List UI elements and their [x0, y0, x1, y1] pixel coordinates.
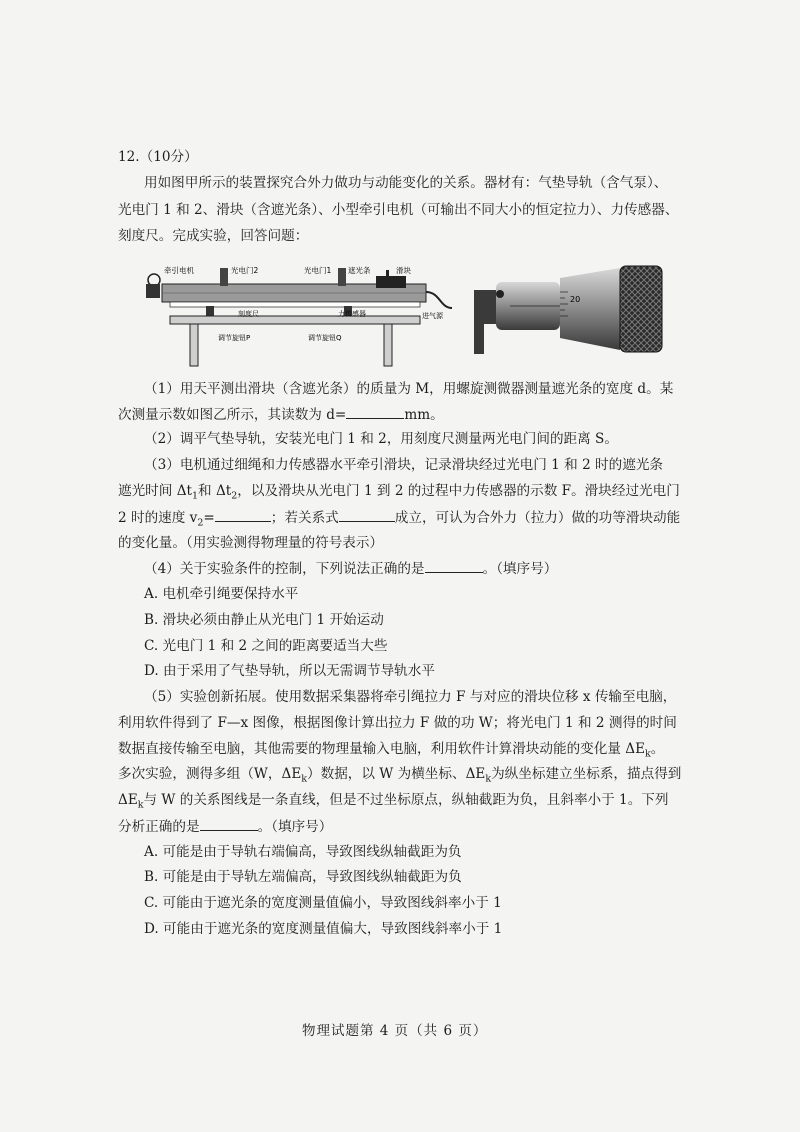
part5-option-b: B. 可能是由于导轨左端偏高，导致图线纵轴截距为负: [144, 869, 462, 885]
micrometer-scale-20: 20: [570, 295, 581, 304]
label-ruler: 刻度尺: [238, 310, 259, 318]
intro-line-3: 刻度尺。完成实验，回答问题：: [118, 228, 309, 244]
label-gate1: 光电门1: [304, 266, 332, 275]
part1-line-2: 次测量示数如图乙所示，其读数为 d= mm。: [118, 404, 444, 425]
part3-line-1: （3）电机通过细绳和力传感器水平牵引滑块，记录滑块经过光电门 1 和 2 时的遮光条: [144, 457, 664, 473]
part5-option-d: D. 可能由于遮光条的宽度测量值偏大，导致图线斜率小于 1: [144, 921, 503, 937]
answer-blank-relation[interactable]: [339, 507, 395, 522]
label-knob-p: 调节旋钮P: [218, 334, 251, 342]
part1-line-1: （1）用天平测出滑块（含遮光条）的质量为 M，用螺旋测微器测量遮光条的宽度 d。某: [144, 381, 674, 397]
label-sensor: 力传感器: [338, 310, 366, 318]
part5-line-4: 多次实验，测得多组（W，$\Delta E_k$）数据，以 W 为横坐标、$\Delta E_k$为纵坐标建立坐标系，描点得到: [118, 766, 682, 785]
part5-line-2: 利用软件得到了 F—x 图像，根据图像计算出拉力 F 做的功 W；将光电门 1 和 2 测得的时间: [118, 715, 677, 731]
part4-option-b: B. 滑块必须由静止从光电门 1 开始运动: [144, 612, 384, 628]
label-shield: 遮光条: [348, 266, 371, 275]
slider-block: [376, 276, 406, 288]
part5-line-5: $\Delta E_k$与 W 的关系图线是一条直线，但是不过坐标原点，纵轴截距为负，且斜率小于 1。下列: [118, 792, 669, 811]
micrometer-photo-figure: [470, 262, 666, 358]
answer-blank-v2[interactable]: [215, 507, 271, 522]
question-number-score: 12.（10分）: [118, 149, 198, 165]
intro-line-1: 用如图甲所示的装置探究合外力做功与动能变化的关系。器材有：气垫导轨（含气泵）、: [144, 175, 668, 191]
answer-blank-part5[interactable]: [200, 816, 258, 831]
label-air-source: 进气源: [422, 312, 443, 320]
label-slider: 滑块: [396, 266, 411, 275]
motor-body: [146, 284, 160, 298]
label-motor: 牵引电机: [164, 266, 194, 275]
air-track-apparatus-figure: [140, 258, 458, 370]
base-plate: [170, 316, 420, 324]
part4-option-c: C. 光电门 1 和 2 之间的距离要适当大些: [144, 638, 388, 654]
part5-option-a: A. 可能是由于导轨右端偏高，导致图线纵轴截距为负: [144, 844, 462, 860]
micrometer-thimble: [560, 268, 620, 350]
photogate-1: [338, 268, 346, 286]
part4-stem: （4）关于实验条件的控制，下列说法正确的是 。（填序号）: [144, 558, 557, 579]
part5-line-1: （5）实验创新拓展。使用数据采集器将牵引绳拉力 F 与对应的滑块位移 x 传输至电脑，: [144, 689, 677, 705]
photogate-2: [220, 268, 228, 286]
page-footer: 物理试题第 4 页（共 6 页）: [302, 1023, 488, 1039]
label-gate2: 光电门2: [231, 266, 259, 275]
part2-line-1: （2）调平气垫导轨，安装光电门 1 和 2，用刻度尺测量两光电门间的距离 S。: [144, 431, 618, 447]
part5-option-c: C. 可能由于遮光条的宽度测量值偏小，导致图线斜率小于 1: [144, 895, 502, 911]
part3-line-2: 遮光时间 $\Delta t_1$和 $\Delta t_2$，以及滑块从光电门 1 到 2 的过程中力传感器的示数 F。滑块经过光电门: [118, 483, 680, 502]
light-shield-strip: [386, 270, 389, 278]
part5-line-3: 数据直接传输至电脑，其他需要的物理量输入电脑，利用软件计算滑块动能的变化量 $\Delta E_k$。: [118, 741, 665, 760]
part5-line-6: 分析正确的是 。（填序号）: [118, 816, 332, 837]
intro-line-2: 光电门 1 和 2、滑块（含遮光条）、小型牵引电机（可输出不同大小的恒定拉力）、力传感器、: [118, 202, 679, 218]
knob-p-icon: [206, 306, 214, 316]
part4-option-a: A. 电机牵引绳要保持水平: [144, 586, 299, 602]
answer-blank-d[interactable]: [346, 404, 404, 419]
part3-line-4: 的变化量。（用实验测得物理量的符号表示）: [118, 535, 384, 551]
answer-blank-part4[interactable]: [425, 558, 483, 573]
label-knob-q: 调节旋钮Q: [308, 334, 342, 342]
part3-line-3: 2 时的速度 $v_2=$ ；若关系式 成立，可认为合外力（拉力）做的功等滑块动能: [118, 507, 680, 528]
part4-option-d: D. 由于采用了气垫导轨，所以无需调节导轨水平: [144, 663, 435, 679]
micrometer-ratchet: [620, 266, 662, 352]
